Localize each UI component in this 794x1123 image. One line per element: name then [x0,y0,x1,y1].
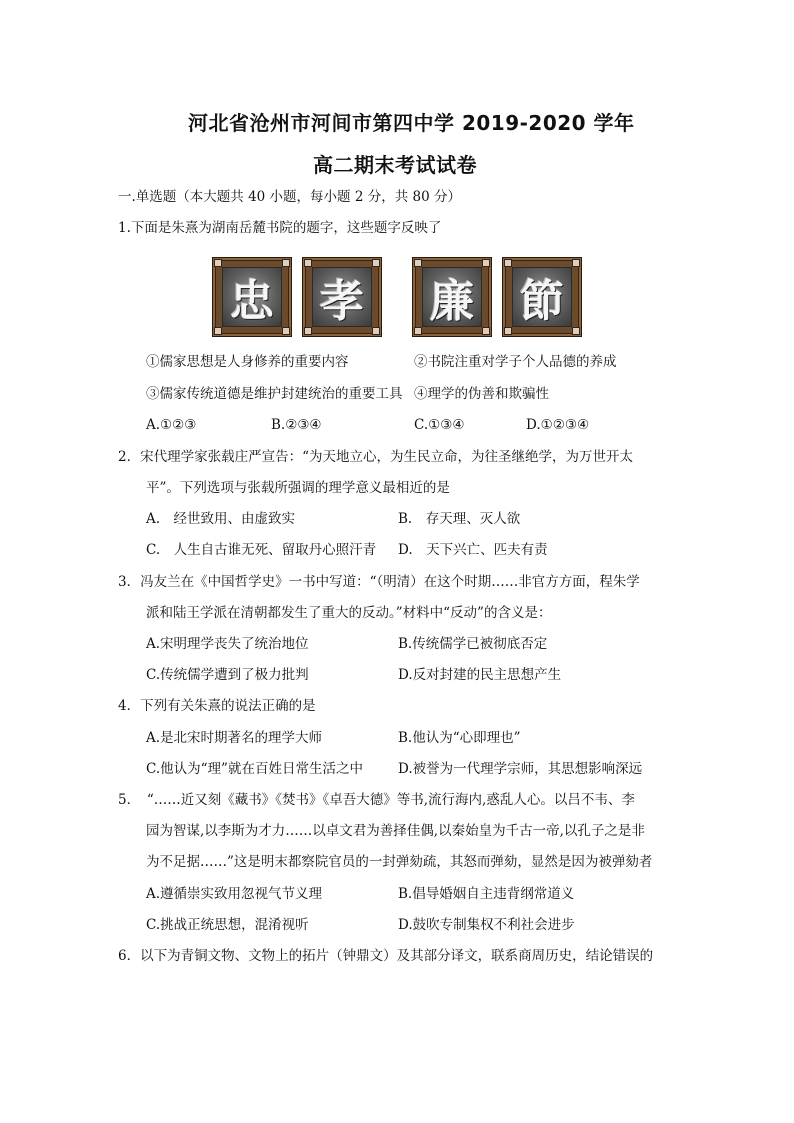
plaque-3 [412,257,492,337]
q5-option-d: D.鼓吹专制集权不利社会进步 [398,917,575,933]
q2-option-c: C. 人生自古谁无死、留取丹心照汗青 [146,542,377,558]
q3-option-d: D.反对封建的民主思想产生 [398,667,562,683]
page-title: 河北省沧州市河间市第四中学 2019-2020 学年 [188,111,635,135]
plaque-char: 節 [520,276,564,327]
plaque-char: 廉 [430,276,474,327]
q1-option-b: B.②③④ [271,417,322,433]
q1-option-a: A.①②③ [146,417,197,433]
q3-option-c: C.传统儒学遭到了极力批判 [146,667,309,683]
plaque-1 [212,257,292,337]
question-4-stem: 4．下列有关朱熹的说法正确的是 [118,698,316,714]
question-2-stem-line2: 平”。下列选项与张载所强调的理学意义最相近的是 [146,480,450,496]
q1-statement-2: ②书院注重对学子个人品德的养成 [414,354,617,370]
question-6-stem: 6．以下为青铜文物、文物上的拓片（钟鼎文）及其部分译文，联系商周历史，结论错误的 [118,948,654,964]
plaque-char: 孝 [320,276,364,327]
question-2-stem-line1: 2．宋代理学家张载庄严宣告：“为天地立心，为生民立命，为往圣继绝学，为万世开太 [118,449,633,465]
section-heading: 一.单选题（本大题共 40 小题，每小题 2 分，共 80 分） [118,189,461,205]
q2-option-d: D. 天下兴亡、匹夫有责 [398,542,548,558]
q3-option-b: B.传统儒学已被彻底否定 [398,636,548,652]
question-3-stem-line2: 派和陆王学派在清朝都发生了重大的反动。”材料中“反动”的含义是： [146,605,552,621]
q1-statement-1: ①儒家思想是人身修养的重要内容 [146,354,349,370]
question-1-stem: 1.下面是朱熹为湖南岳麓书院的题字，这些题字反映了 [118,220,442,236]
plaque-char: 忠 [230,276,274,327]
page-subtitle: 高二期末考试试卷 [313,153,477,177]
question-5-stem-line2: 园为智谋,以李斯为才力……以卓文君为善择佳偶,以秦始皇为千古一帝,以孔子之是非 [146,823,645,839]
q5-option-b: B.倡导婚姻自主违背纲常道义 [398,886,575,902]
plaque-2 [302,257,382,337]
q4-option-d: D.被誉为一代理学宗师，其思想影响深远 [398,761,643,777]
q1-option-c: C.①③④ [414,417,465,433]
q4-option-b: B.他认为“心即理也” [398,730,521,746]
q1-statement-4: ④理学的伪善和欺骗性 [414,386,549,402]
question-5-stem-line1: 5． “……近又刻《藏书》《焚书》《卓吾大德》等书,流行海内,惑乱人心。以吕不韦、李 [118,792,635,808]
plaque-4 [502,257,582,337]
q3-option-a: A.宋明理学丧失了统治地位 [146,636,309,652]
q2-option-b: B. 存天理、灭人欲 [398,511,521,527]
q5-option-a: A.遵循崇实致用忽视气节义理 [146,886,323,902]
question-3-stem-line1: 3．冯友兰在《中国哲学史》一书中写道：“（明清）在这个时期……非官方方面，程朱学 [118,574,640,590]
q1-option-d: D.①②③④ [526,417,590,433]
q4-option-a: A.是北宋时期著名的理学大师 [146,730,323,746]
q1-statement-3: ③儒家传统道德是维护封建统治的重要工具 [146,386,403,402]
calligraphy-plaques [212,257,584,339]
q2-option-a: A. 经世致用、由虚致实 [146,511,296,527]
q4-option-c: C.他认为“理”就在百姓日常生活之中 [146,761,363,777]
question-5-stem-line3: 为不足据……”这是明末都察院官员的一封弹劾疏，其怒而弹劾，显然是因为被弹劾者 [146,854,653,870]
q5-option-c: C.挑战正统思想，混淆视听 [146,917,309,933]
